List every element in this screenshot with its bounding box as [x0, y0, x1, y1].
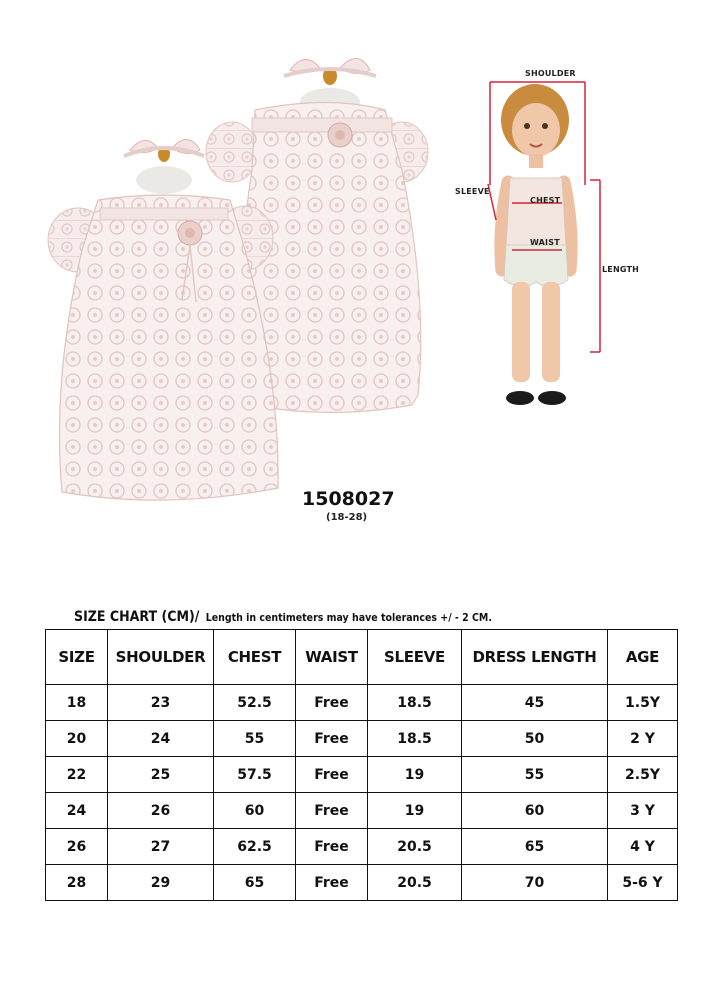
cell-sleeve: 19 [368, 793, 462, 829]
cell-shoulder: 26 [108, 793, 214, 829]
product-code: 1508027 [302, 488, 395, 510]
size-chart-title [74, 609, 492, 625]
waist-label: WAIST [530, 238, 560, 247]
cell-sleeve: 20.5 [368, 829, 462, 865]
cell-chest: 60 [214, 793, 296, 829]
tolerance-note: Length in centimeters may have tolerances +/ - 2 CM. [205, 612, 492, 624]
cell-waist: Free [296, 757, 368, 793]
table-row [46, 685, 678, 721]
length-label: LENGTH [602, 265, 640, 274]
header-age: AGE [608, 630, 678, 685]
header-waist: WAIST [296, 630, 368, 685]
sleeve-label: SLEEVE [455, 187, 490, 196]
table-row [46, 721, 678, 757]
cell-chest: 57.5 [214, 757, 296, 793]
table-row [46, 865, 678, 901]
cell-age: 4 Y [608, 829, 678, 865]
cell-sleeve: 19 [368, 757, 462, 793]
table-header-row [46, 630, 678, 685]
dress-product-photo [40, 40, 440, 520]
cell-size: 28 [46, 865, 108, 901]
size-chart-heading: SIZE CHART (CM)/ [74, 609, 200, 625]
cell-dress-length: 60 [462, 793, 608, 829]
table-row [46, 757, 678, 793]
cell-size: 18 [46, 685, 108, 721]
cell-size: 24 [46, 793, 108, 829]
cell-shoulder: 23 [108, 685, 214, 721]
cell-shoulder: 29 [108, 865, 214, 901]
cell-waist: Free [296, 865, 368, 901]
product-size-range: (18-28) [326, 512, 368, 523]
header-sleeve: SLEEVE [368, 630, 462, 685]
cell-waist: Free [296, 721, 368, 757]
header-size: SIZE [46, 630, 108, 685]
cell-chest: 52.5 [214, 685, 296, 721]
cell-dress-length: 50 [462, 721, 608, 757]
size-chart-table [45, 629, 678, 901]
cell-waist: Free [296, 829, 368, 865]
cell-age: 5-6 Y [608, 865, 678, 901]
cell-age: 2.5Y [608, 757, 678, 793]
shoulder-label: SHOULDER [525, 69, 576, 78]
front-dress [48, 139, 278, 500]
cell-waist: Free [296, 685, 368, 721]
cell-waist: Free [296, 793, 368, 829]
table-row [46, 793, 678, 829]
table-row [46, 829, 678, 865]
cell-chest: 65 [214, 865, 296, 901]
cell-chest: 62.5 [214, 829, 296, 865]
measurement-diagram [450, 60, 650, 420]
cell-sleeve: 18.5 [368, 685, 462, 721]
cell-dress-length: 65 [462, 829, 608, 865]
cell-dress-length: 70 [462, 865, 608, 901]
cell-dress-length: 55 [462, 757, 608, 793]
header-shoulder: SHOULDER [108, 630, 214, 685]
cell-shoulder: 25 [108, 757, 214, 793]
cell-size: 20 [46, 721, 108, 757]
cell-dress-length: 45 [462, 685, 608, 721]
header-dress-length: DRESS LENGTH [462, 630, 608, 685]
cell-sleeve: 18.5 [368, 721, 462, 757]
chest-label: CHEST [530, 196, 561, 205]
cell-age: 2 Y [608, 721, 678, 757]
cell-shoulder: 24 [108, 721, 214, 757]
cell-size: 26 [46, 829, 108, 865]
cell-age: 1.5Y [608, 685, 678, 721]
cell-chest: 55 [214, 721, 296, 757]
cell-sleeve: 20.5 [368, 865, 462, 901]
cell-size: 22 [46, 757, 108, 793]
cell-age: 3 Y [608, 793, 678, 829]
cell-shoulder: 27 [108, 829, 214, 865]
header-chest: CHEST [214, 630, 296, 685]
